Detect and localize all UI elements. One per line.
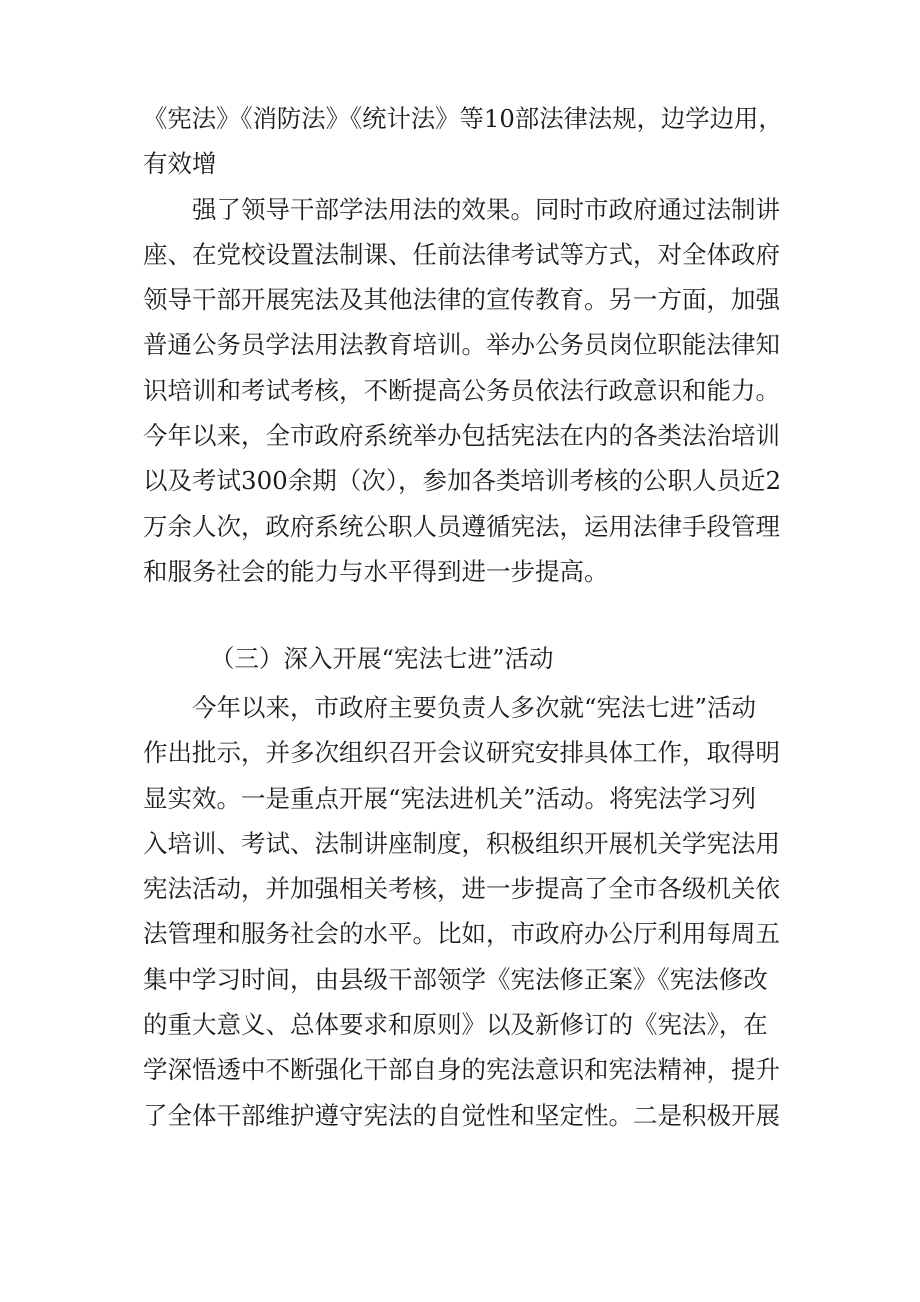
text-line: 的重大意义、总体要求和原则》以及新修订的《宪法》，在: [143, 1010, 768, 1040]
text-line: 入培训、考试、法制讲座制度，积极组织开展机关学宪法用: [143, 828, 780, 858]
text-line: 《宪法》《消防法》《统计法》等10部法律法规，边学边用，: [143, 104, 783, 133]
text-line: 和服务社会的能力与水平得到进一步提高。: [143, 556, 609, 586]
text-line: 以及考试300余期（次），参加各类培训考核的公职人员近2: [143, 466, 782, 496]
text-line: 法管理和服务社会的水平。比如，市政府办公厅利用每周五: [143, 919, 780, 949]
text-line: 领导干部开展宪法及其他法律的宣传教育。另一方面，加强: [143, 285, 780, 315]
text-line: 普通公务员学法用法教育培训。举办公务员岗位职能法律知: [143, 330, 780, 360]
text-line: 今年以来，市政府主要负责人多次就“宪法七进”活动: [143, 693, 757, 722]
text-line: 集中学习时间，由县级干部领学《宪法修正案》《宪法修改: [143, 964, 768, 994]
text-line: 作出批示，并多次组织召开会议研究安排具体工作，取得明: [143, 738, 780, 768]
text-line: 显实效。一是重点开展“宪法进机关”活动。将宪法学习列: [143, 783, 757, 813]
text-line: 强了领导干部学法用法的效果。同时市政府通过法制讲: [143, 194, 780, 224]
text-line: 座、在党校设置法制课、任前法律考试等方式，对全体政府: [143, 239, 780, 269]
text-line: 了全体干部维护遵守宪法的自觉性和坚定性。二是积极开展: [143, 1100, 780, 1130]
paragraph-2: [143, 187, 783, 595]
paragraph-3: [143, 685, 783, 1138]
text-line: 今年以来，全市政府系统举办包括宪法在内的各类法治培训: [143, 420, 780, 450]
paragraph-1: [143, 96, 783, 187]
text-line: 宪法活动，并加强相关考核，进一步提高了全市各级机关依: [143, 874, 780, 904]
text-line: 有效增: [143, 149, 217, 179]
text-line: 识培训和考试考核，不断提高公务员依法行政意识和能力。: [143, 375, 780, 405]
text-line: 万余人次，政府系统公职人员遵循宪法，运用法律手段管理: [143, 511, 780, 541]
section-heading: （三）深入开展“宪法七进”活动: [210, 644, 554, 673]
text-line: 学深悟透中不断强化干部自身的宪法意识和宪法精神，提升: [143, 1055, 780, 1085]
